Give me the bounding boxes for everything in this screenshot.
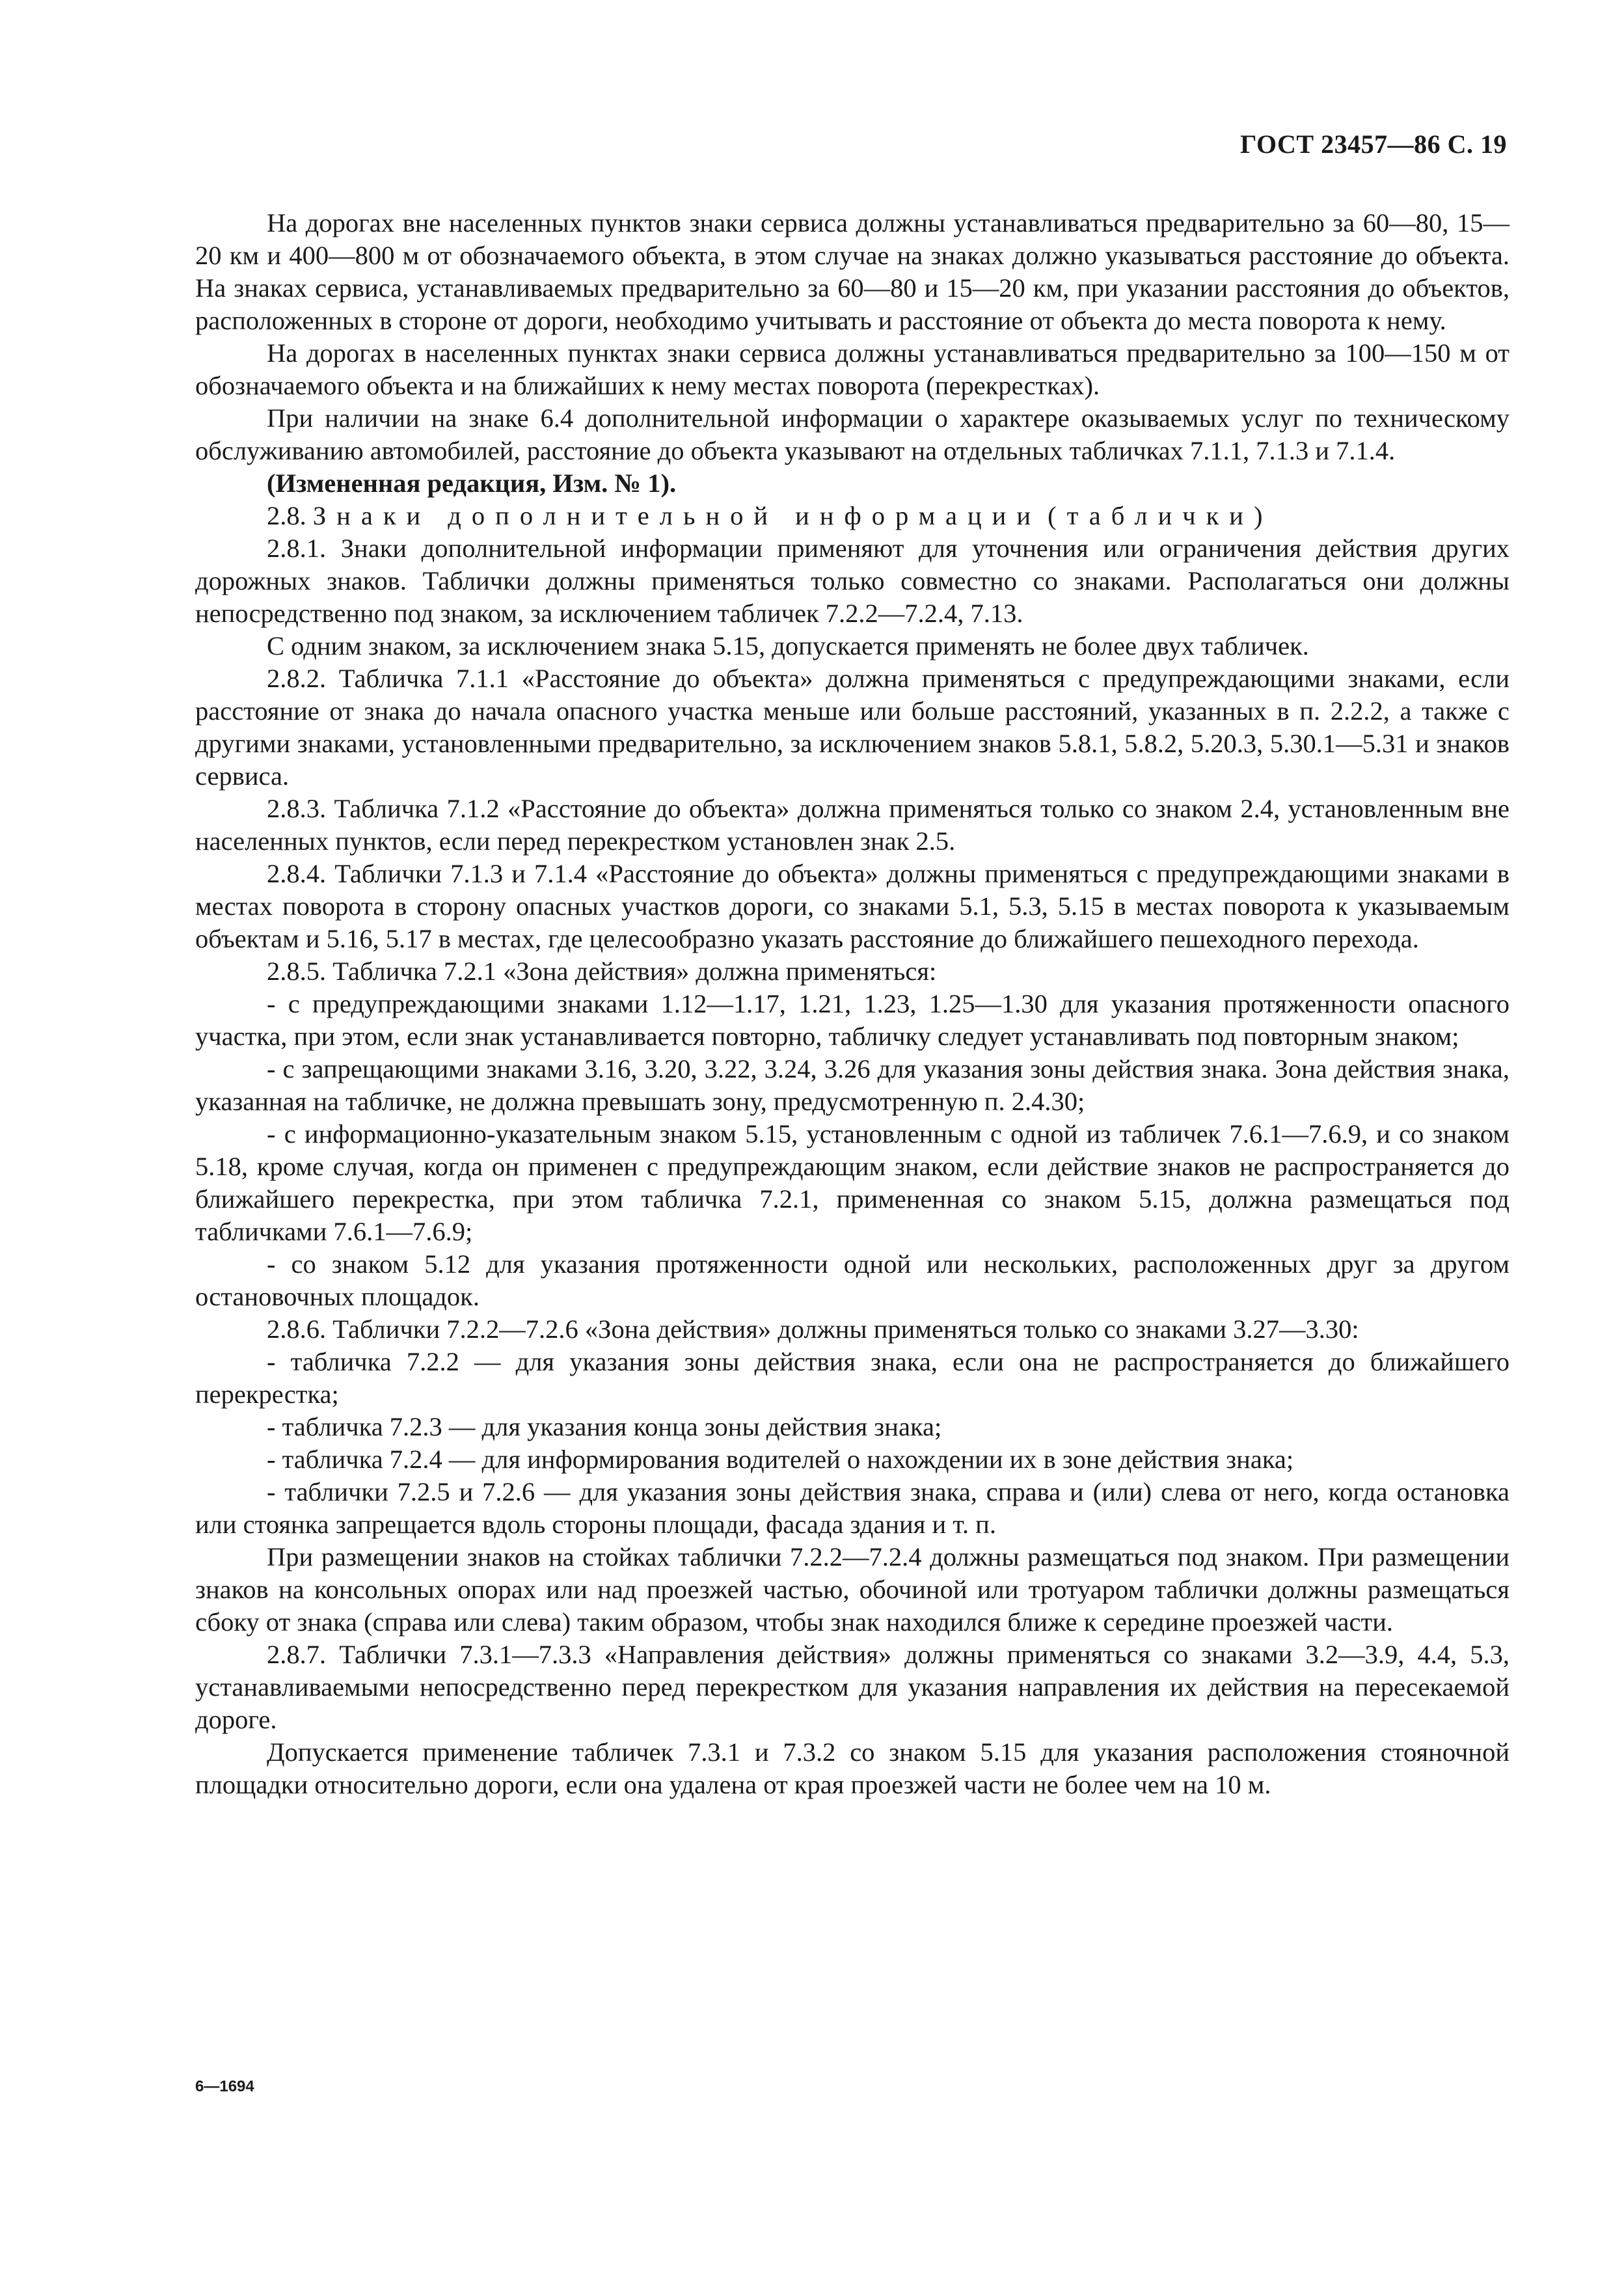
paragraph: 2.8.1. Знаки дополнительной информации применяют для уточнения или ограничения действия других дорожных знаков. Таблички должны применяться только совместно со знаками. Располагаться они должны непосредственно под знаком, за исключением табличек 7.2.2—7.2.4, 7.13. (195, 534, 1509, 628)
list-item: - табличка 7.2.4 — для информирования водителей о нахождении их в зоне действия знака; (267, 1445, 1294, 1474)
paragraph: Допускается применение табличек 7.3.1 и 7.3.2 со знаком 5.15 для указания расположения стояночной площадки относительно дороги, если она удалена от края проезжей части не более чем на 10 м. (195, 1737, 1509, 1799)
paragraph: 2.8.4. Таблички 7.1.3 и 7.1.4 «Расстояние до объекта» должны применяться с предупреждающими знаками в местах поворота в сторону опасных участков дороги, со знаками 5.1, 5.3, 5.15 в местах поворота к указываемым объектам и 5.16, 5.17 в местах, где целесообразно указать расстояние до ближайшего пешеходного перехода. (195, 859, 1509, 953)
paragraph: На дорогах вне населенных пунктов знаки сервиса должны устанавливаться предварительно за 60—80, 15—20 км и 400—800 м от обозначаемого объекта, в этом случае на знаках должно указываться расстояние до объекта. На знаках сервиса, устанавливаемых предварительно за 60—80 и 15—20 км, при указании расстояния до объектов, расположенных в стороне от дороги, необходимо учитывать и расстояние от объекта до места поворота к нему. (195, 208, 1509, 335)
paragraph: 2.8.5. Табличка 7.2.1 «Зона действия» должна применяться: (267, 957, 937, 986)
list-item: - с информационно-указательным знаком 5.15, установленным с одной из табличек 7.6.1—7.6.9, и со знаком 5.18, кроме случая, когда он применен с предупреждающим знаком, если действие знаков не распространяется до ближайшего перекрестка, при этом табличка 7.2.1, примененная со знаком 5.15, должна размещаться под табличками 7.6.1—7.6.9; (195, 1119, 1509, 1246)
list-item: - табличка 7.2.3 — для указания конца зоны действия знака; (267, 1412, 942, 1441)
section-number: 2.8. (267, 501, 306, 530)
paragraph: 2.8.6. Таблички 7.2.2—7.2.6 «Зона действия» должны применяться только со знаками 3.27—3.30: (267, 1314, 1359, 1344)
paragraph: При наличии на знаке 6.4 дополнительной информации о характере оказываемых услуг по техническому обслуживанию автомобилей, расстояние до объекта указывают на отдельных табличках 7.1.1, 7.1.3 и 7.1.4. (195, 403, 1509, 465)
document-body (195, 207, 1509, 1801)
section-title: Знаки дополнительной информации (312, 501, 1041, 530)
list-item: - таблички 7.2.5 и 7.2.6 — для указания зоны действия знака, справа и (или) слева от него, когда остановка или стоянка запрещается вдоль стороны площади, фасада здания и т. п. (195, 1477, 1509, 1539)
amendment-note: (Измененная редакция, Изм. № 1). (267, 469, 677, 498)
list-item: - со знаком 5.12 для указания протяженности одной или нескольких, расположенных друг за другом остановочных площадок. (195, 1249, 1509, 1311)
paragraph: 2.8.7. Таблички 7.3.1—7.3.3 «Направления действия» должны применяться со знаками 3.2—3.9, 4.4, 5.3, устанавливаемыми непосредственно перед перекрестком для указания направления их действия на пересекаемой дороге. (195, 1640, 1509, 1734)
list-item: - табличка 7.2.2 — для указания зоны действия знака, если она не распространяется до ближайшего перекрестка; (195, 1347, 1509, 1409)
paragraph: С одним знаком, за исключением знака 5.15, допускается применять не более двух табличек. (267, 631, 1309, 660)
paragraph: 2.8.3. Табличка 7.1.2 «Расстояние до объекта» должна применяться только со знаком 2.4, установленным вне населенных пунктов, если перед перекрестком установлен знак 2.5. (195, 794, 1509, 856)
paragraph: На дорогах в населенных пунктах знаки сервиса должны устанавливаться предварительно за 100—150 м от обозначаемого объекта и на ближайших к нему местах поворота (перекрестках). (195, 338, 1509, 400)
list-item: - с запрещающими знаками 3.16, 3.20, 3.22, 3.24, 3.26 для указания зоны действия знака. Зона действия знака, указанная на табличке, не должна превышать зону, предусмотренную п. 2.4.30; (195, 1054, 1509, 1116)
list-item: - с предупреждающими знаками 1.12—1.17, 1.21, 1.23, 1.25—1.30 для указания протяженности опасного участка, при этом, если знак устанавливается повторно, табличку следует устанавливать под повторным знаком; (195, 989, 1509, 1051)
page-header: ГОСТ 23457—86 С. 19 (1239, 129, 1507, 159)
paragraph: При размещении знаков на стойках таблички 7.2.2—7.2.4 должны размещаться под знаком. При размещении знаков на консольных опорах или над проезжей частью, обочиной или тротуаром таблички должны размещаться сбоку от знака (справа или слева) таким образом, чтобы знак находился ближе к середине проезжей части. (195, 1542, 1509, 1637)
section-suffix: (таблички) (1048, 501, 1273, 530)
section-heading (195, 500, 1509, 532)
paragraph: 2.8.2. Табличка 7.1.1 «Расстояние до объекта» должна применяться с предупреждающими знаками, если расстояние от знака до начала опасного участка меньше или больше расстояний, указанных в п. 2.2.2, а также с другими знаками, установленными предварительно, за исключением знаков 5.8.1, 5.8.2, 5.20.3, 5.30.1—5.31 и знаков сервиса. (195, 664, 1509, 791)
print-order-mark: 6—1694 (195, 2078, 254, 2095)
